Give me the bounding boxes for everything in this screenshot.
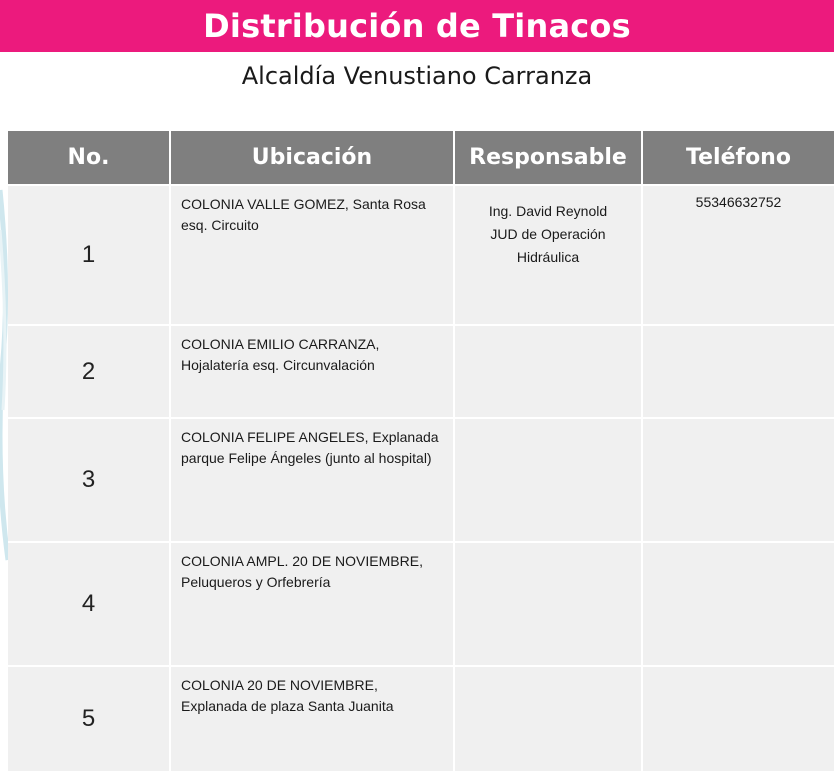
phone-cell [642, 542, 834, 666]
page-title: Distribución de Tinacos [203, 7, 631, 45]
phone-cell [642, 418, 834, 542]
row-number [8, 325, 170, 418]
responsible-cell [454, 666, 642, 771]
row-number-text: 4 [81, 590, 96, 617]
table-row [8, 666, 834, 771]
column-header-responsible: Responsable [454, 131, 642, 185]
column-header-location: Ubicación [170, 131, 454, 185]
row-number-text: 1 [81, 241, 96, 268]
page-subtitle: Alcaldía Venustiano Carranza [241, 62, 593, 90]
table-row [8, 542, 834, 666]
location-cell: COLONIA VALLE GOMEZ, Santa Rosa esq. Circuito [170, 185, 454, 325]
location-cell: COLONIA FELIPE ANGELES, Explanada parque Felipe Ángeles (junto al hospital) [170, 418, 454, 542]
row-number-text: 5 [81, 705, 96, 732]
distribution-table-container [8, 131, 834, 732]
location-cell: COLONIA 20 DE NOVIEMBRE, Explanada de plaza Santa Juanita [170, 666, 454, 771]
phone-cell [642, 325, 834, 418]
responsible-role-cont: Hidráulica [516, 249, 580, 265]
row-number [8, 666, 170, 771]
responsible-cell [454, 418, 642, 542]
title-banner [0, 0, 834, 52]
table-row [8, 418, 834, 542]
row-number-text: 2 [81, 357, 96, 385]
responsible-name: Ing. David Reynold [488, 203, 608, 219]
responsible-cell [454, 542, 642, 666]
row-number-text: 3 [81, 466, 96, 493]
column-header-phone: Teléfono [642, 131, 834, 185]
table-row [8, 185, 834, 325]
row-number [8, 185, 170, 325]
column-header-no: No. [8, 131, 170, 185]
phone-cell [642, 666, 834, 771]
distribution-table [8, 131, 834, 771]
responsible-cell [454, 185, 642, 325]
table-row [8, 325, 834, 418]
responsible-role: JUD de Operación [490, 226, 606, 242]
responsible-cell [454, 325, 642, 418]
phone-cell: 55346632752 [642, 185, 834, 325]
table-header-row [8, 131, 834, 185]
row-number [8, 418, 170, 542]
row-number [8, 542, 170, 666]
location-cell: COLONIA AMPL. 20 DE NOVIEMBRE, Peluqueros y Orfebrería [170, 542, 454, 666]
location-cell: COLONIA EMILIO CARRANZA, Hojalatería esq. Circunvalación [170, 325, 454, 418]
